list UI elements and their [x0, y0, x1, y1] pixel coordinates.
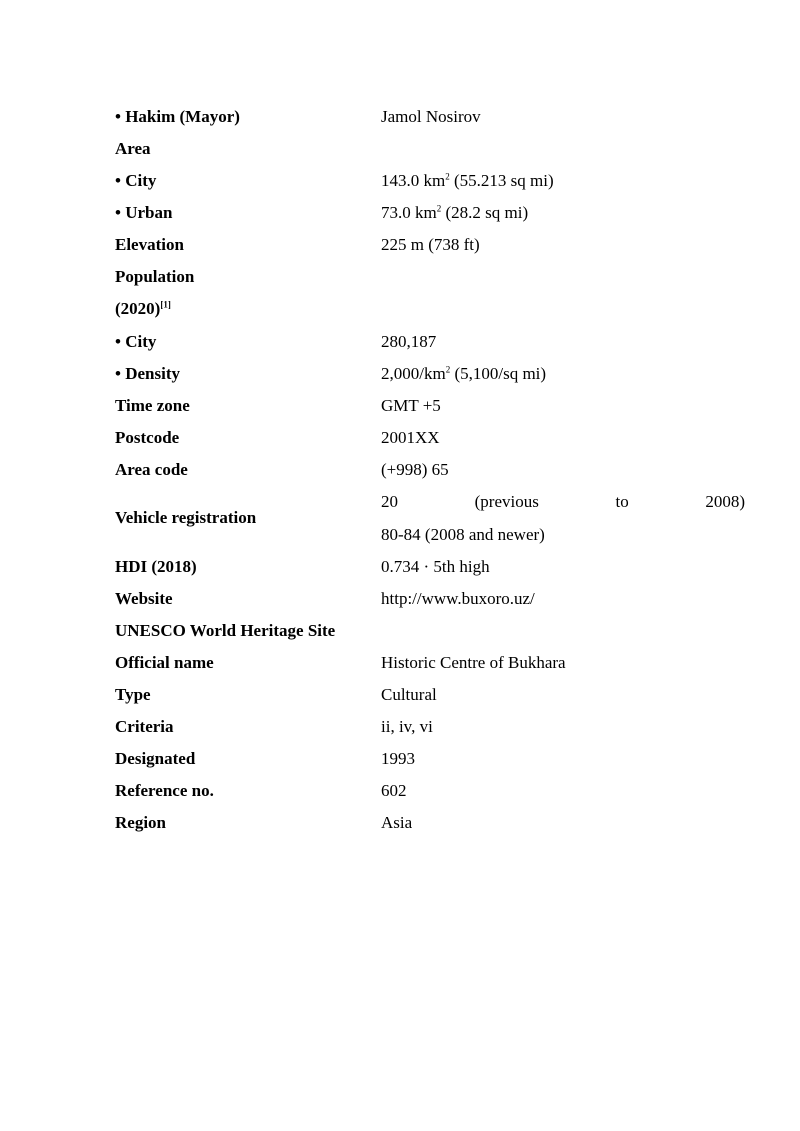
row-label: Reference no. [115, 781, 214, 800]
row-density [115, 364, 745, 396]
row-value: 2001XX [381, 428, 440, 447]
row-label: • City [115, 171, 157, 190]
row-area-urban [115, 203, 745, 235]
row-label: Time zone [115, 396, 190, 415]
row-value: 143.0 $km^2$ (55.213 sq mi) [381, 171, 554, 190]
row-value: Historic Centre of Bukhara [381, 653, 566, 672]
row-population [115, 267, 745, 299]
row-label: Designated [115, 749, 196, 768]
row-value: 73.0 $km^2$ (28.2 sq mi) [381, 203, 529, 222]
row-value: Jamol Nosirov [381, 107, 481, 126]
row-area-code [115, 460, 745, 492]
row-label: UNESCO World Heritage Site [115, 621, 336, 640]
row-label: Area [115, 139, 151, 158]
row-label: Region [115, 813, 166, 832]
row-region [115, 813, 745, 845]
row-postcode [115, 428, 745, 460]
row-population-year [115, 299, 745, 331]
row-label: (2020)[1] [115, 299, 171, 318]
row-type [115, 685, 745, 717]
row-label: • Hakim (Mayor) [115, 107, 240, 126]
row-criteria [115, 717, 745, 749]
row-label: HDI (2018) [115, 557, 197, 576]
row-label: Area code [115, 460, 188, 479]
row-label: Website [115, 589, 173, 608]
row-website [115, 589, 745, 621]
row-value: ii, iv, vi [381, 717, 433, 736]
row-value: Cultural [381, 685, 437, 704]
row-population-city [115, 332, 745, 364]
row-value: Asia [381, 813, 413, 832]
row-label: Vehicle registration [115, 508, 257, 527]
row-label: • Urban [115, 203, 173, 222]
row-time-zone [115, 396, 745, 428]
row-area-city [115, 171, 745, 203]
row-value: 280,187 [381, 332, 437, 351]
row-label: Criteria [115, 717, 174, 736]
website-link[interactable]: http://www.buxoro.uz/ [381, 589, 535, 608]
row-designated [115, 749, 745, 781]
row-hdi [115, 557, 745, 589]
row-hakim [115, 107, 745, 139]
row-unesco [115, 621, 745, 653]
row-value: $2,000/km^2$ (5,100/sq mi) [381, 364, 547, 383]
row-label: Postcode [115, 428, 180, 447]
row-label: • City [115, 332, 157, 351]
row-official-name [115, 653, 745, 685]
row-value: 602 [381, 781, 407, 800]
row-reference-no [115, 781, 745, 813]
row-label: Elevation [115, 235, 184, 254]
row-elevation [115, 235, 745, 267]
row-value: 225 m (738 ft) [381, 235, 480, 254]
row-label: Population [115, 267, 195, 286]
row-value: 1993 [381, 749, 415, 768]
row-value-line1: 20 (previous to 2008) [381, 492, 745, 511]
row-label: Type [115, 685, 151, 704]
row-value: GMT +5 [381, 396, 441, 415]
row-value: (+998) 65 [381, 460, 449, 479]
row-label: Official name [115, 653, 214, 672]
row-area [115, 139, 745, 171]
row-value-line2: 80-84 (2008 and newer) [381, 525, 545, 544]
row-label: • Density [115, 364, 180, 383]
row-vehicle-registration [115, 492, 745, 556]
row-value: 0.734 · 5th high [381, 557, 490, 576]
